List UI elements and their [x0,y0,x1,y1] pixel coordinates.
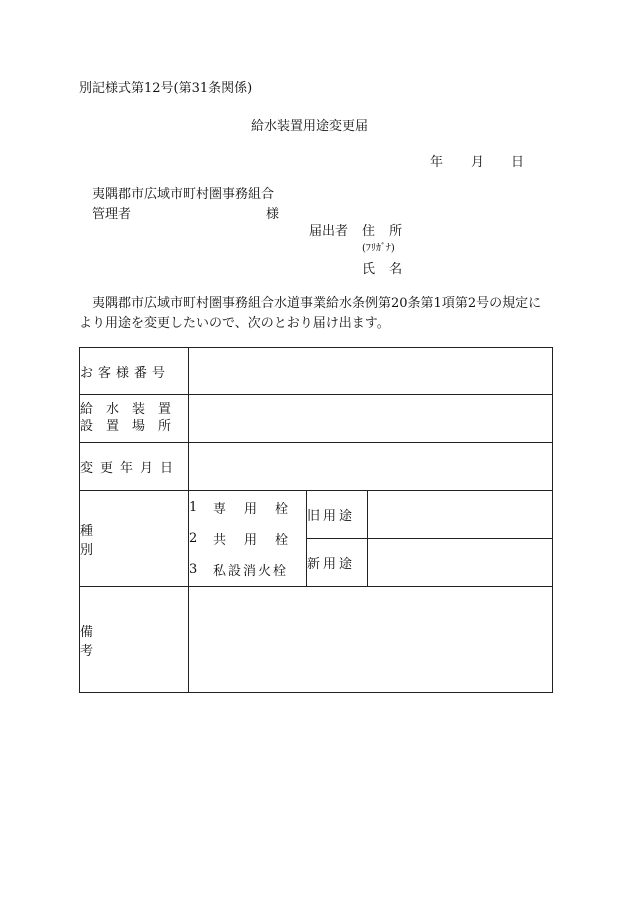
applicant-label: 届出者 [309,224,349,239]
remarks-field[interactable] [189,587,553,693]
body-text-line-1: 夷隅郡市広域市町村圏事務組合水道事業給水条例第20条第1項第2号の規定に [92,296,542,311]
addressee-organization: 夷隅郡市広域市町村圏事務組合 [92,187,275,202]
addressee-role: 管理者 [92,207,132,222]
date-year-label: 年 [430,155,444,170]
kind-option-private-tap[interactable] [189,492,306,523]
date-day-label: 日 [511,155,525,170]
addressee-honorific: 様 [266,207,280,222]
remarks-text: 備考 [80,624,164,659]
applicant-name-label: 氏 名 [362,262,403,277]
change-date-label [80,443,189,491]
remarks-label [80,587,189,693]
customer-number-field[interactable] [189,348,553,395]
install-location-line-2: 設置場所 [80,418,185,434]
customer-number-text: お客様番号 [80,365,171,381]
date-month-label: 月 [471,155,485,170]
kind-option-number: 1 [189,500,198,515]
body-text-line-2: より用途を変更したいので、次のとおり届け出ます。 [79,316,390,331]
new-use-text: 新用途 [307,557,356,572]
kind-options [189,491,307,587]
install-location-line-1: 給水装置 [80,401,185,417]
kind-option-shared-tap[interactable] [189,523,306,554]
kind-option-label: 専用栓 [213,502,307,517]
kind-option-private-hydrant[interactable] [189,554,306,585]
kind-option-label: 共用栓 [213,533,307,548]
kind-text: 種別 [80,523,164,558]
change-date-field[interactable] [189,443,553,491]
document-title: 給水装置用途変更届 [251,119,369,134]
form-reference: 別記様式第12号(第31条関係) [79,81,253,96]
old-use-label [307,491,368,539]
change-date-text: 変更年月日 [80,461,181,476]
old-use-field[interactable] [368,491,553,539]
install-location-field[interactable] [189,395,553,443]
kind-option-number: 3 [189,562,198,577]
kind-label [80,491,189,587]
new-use-field[interactable] [368,539,553,587]
application-table [79,347,553,693]
customer-number-label [80,348,189,395]
kind-option-label: 私設消火栓 [213,564,289,579]
applicant-address-label: 住 所 [362,224,403,239]
install-location-label [80,395,189,443]
new-use-label [307,539,368,587]
applicant-furigana-label: (ﾌﾘｶﾞﾅ) [362,243,395,254]
kind-option-number: 2 [189,531,198,546]
old-use-text: 旧用途 [307,509,356,524]
